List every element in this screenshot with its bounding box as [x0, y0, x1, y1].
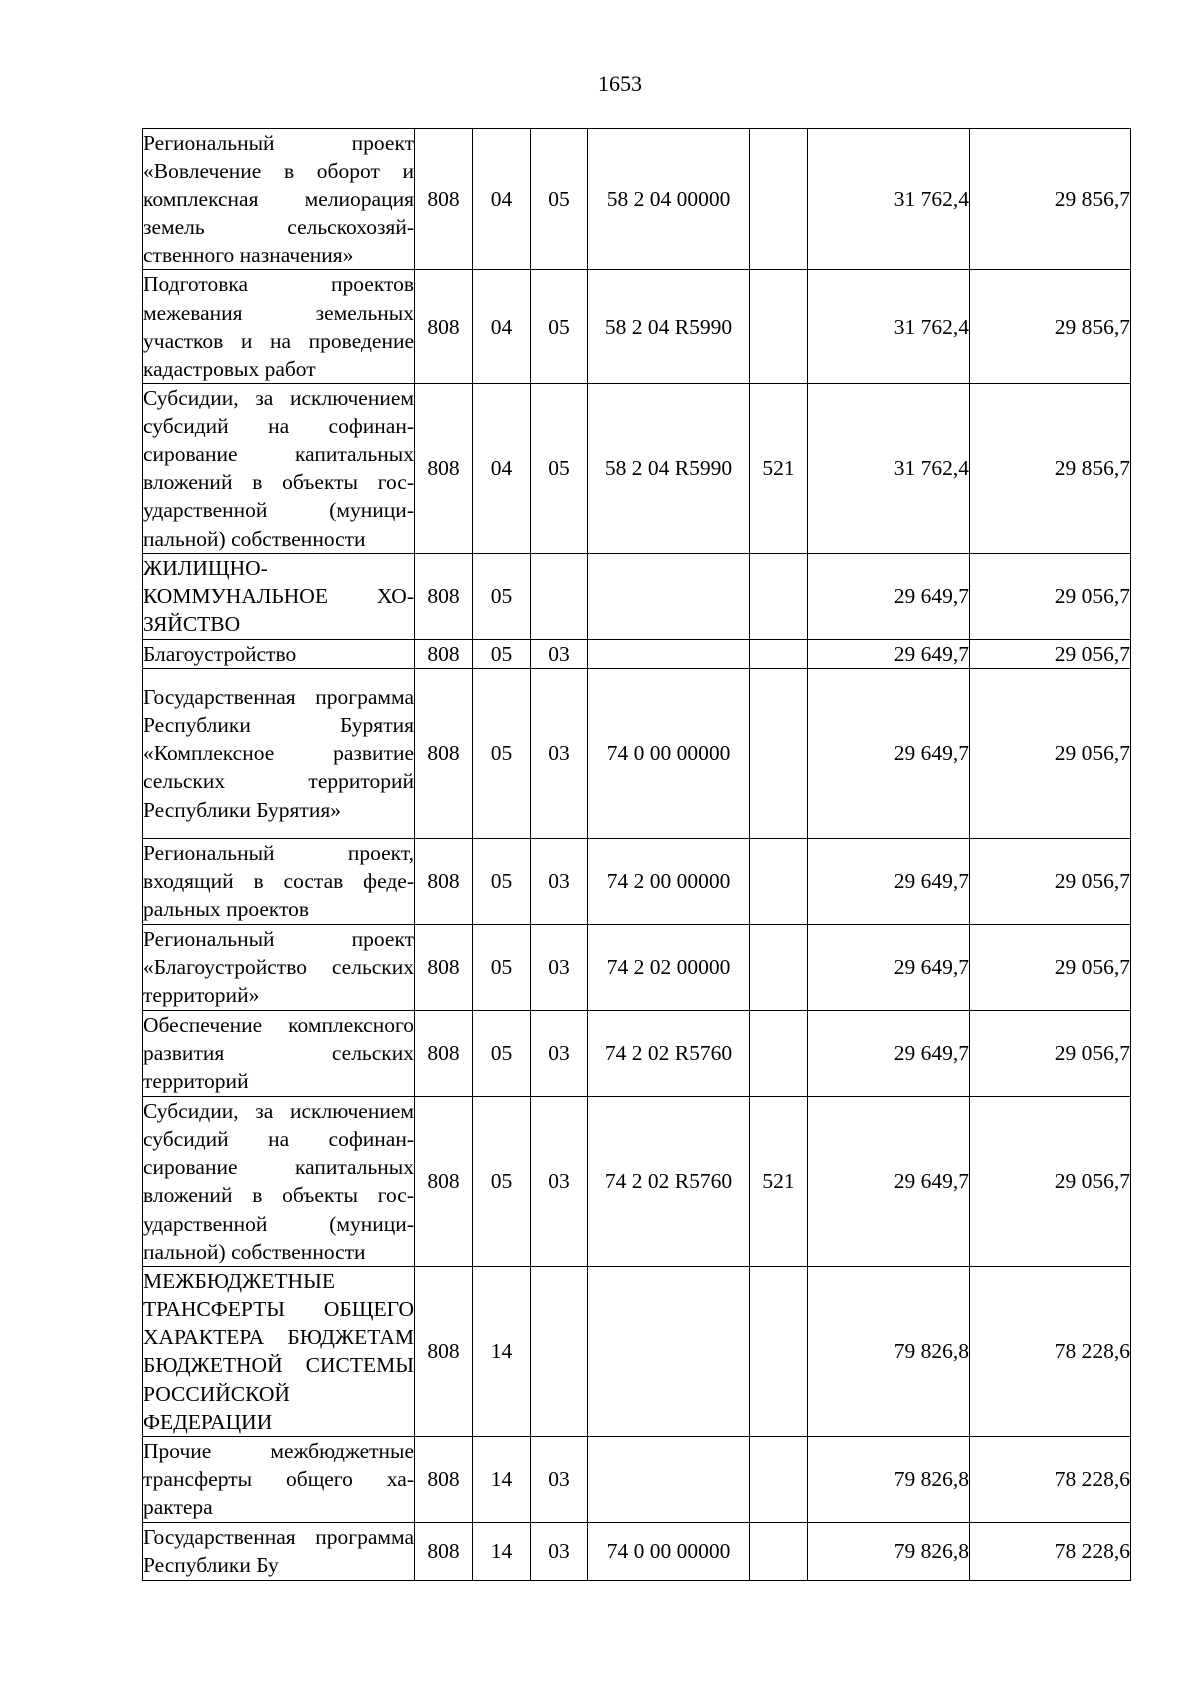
table-row [143, 1096, 1131, 1266]
expense-name-cell: Обеспечение комплексного развития сельских территорий [143, 1010, 415, 1096]
subsection-code-cell: 05 [531, 383, 588, 553]
amount-year2-cell: 29 056,7 [970, 553, 1131, 639]
section-code-cell: 05 [473, 553, 531, 639]
expense-type-cell [750, 639, 808, 668]
table-row [143, 838, 1131, 924]
expense-type-cell [750, 668, 808, 838]
target-article-cell [588, 1436, 750, 1522]
amount-year2-cell: 78 228,6 [970, 1266, 1131, 1436]
amount-year2-cell: 29 056,7 [970, 838, 1131, 924]
table-row [143, 1522, 1131, 1580]
section-code-cell: 05 [473, 1010, 531, 1096]
subsection-code-cell: 03 [531, 1010, 588, 1096]
expense-name-cell: Государственная программа Республики Бурятия «Комплексное развитие сельских территорий Республики Бурятия» [143, 668, 415, 838]
amount-year2-cell: 29 056,7 [970, 668, 1131, 838]
target-article-cell: 74 0 00 00000 [588, 1522, 750, 1580]
target-article-cell: 74 2 00 00000 [588, 838, 750, 924]
table-row [143, 270, 1131, 383]
budget-table-body [143, 129, 1131, 1581]
table-row [143, 1436, 1131, 1522]
amount-year1-cell: 29 649,7 [808, 553, 970, 639]
department-code-cell: 808 [415, 1522, 473, 1580]
section-code-cell: 05 [473, 838, 531, 924]
amount-year1-cell: 29 649,7 [808, 1096, 970, 1266]
target-article-cell [588, 553, 750, 639]
expense-type-cell [750, 553, 808, 639]
department-code-cell: 808 [415, 383, 473, 553]
subsection-code-cell: 05 [531, 129, 588, 270]
target-article-cell: 74 2 02 R5760 [588, 1010, 750, 1096]
department-code-cell: 808 [415, 838, 473, 924]
section-code-cell: 05 [473, 1096, 531, 1266]
expense-type-cell [750, 1010, 808, 1096]
amount-year1-cell: 29 649,7 [808, 1010, 970, 1096]
subsection-code-cell: 05 [531, 270, 588, 383]
expense-name-cell: Государственная программа Республики Бу [143, 1522, 415, 1580]
target-article-cell: 74 0 00 00000 [588, 668, 750, 838]
expense-name-cell: Региональный проект «Благоустройство сельских территорий» [143, 924, 415, 1010]
expense-name-cell: Региональный проект, входящий в состав федеральных проектов [143, 838, 415, 924]
subsection-code-cell: 03 [531, 639, 588, 668]
table-row [143, 924, 1131, 1010]
table-row [143, 668, 1131, 838]
page-number: 1653 [598, 71, 642, 96]
section-code-cell: 05 [473, 639, 531, 668]
expense-name-cell: Субсидии, за исключением субсидий на софинансирование капитальных вложений в объекты государственной (муниципальной) собственности [143, 1096, 415, 1266]
subsection-code-cell [531, 1266, 588, 1436]
expense-type-cell [750, 1436, 808, 1522]
section-code-cell: 05 [473, 924, 531, 1010]
expense-type-cell [750, 270, 808, 383]
expense-type-cell: 521 [750, 1096, 808, 1266]
amount-year2-cell: 29 856,7 [970, 270, 1131, 383]
expense-type-cell [750, 838, 808, 924]
expense-name-cell: Прочие межбюджетные трансферты общего характера [143, 1436, 415, 1522]
table-row [143, 1266, 1131, 1436]
amount-year1-cell: 29 649,7 [808, 639, 970, 668]
subsection-code-cell [531, 553, 588, 639]
amount-year2-cell: 29 056,7 [970, 639, 1131, 668]
budget-table [142, 128, 1131, 1581]
department-code-cell: 808 [415, 270, 473, 383]
target-article-cell: 74 2 02 R5760 [588, 1096, 750, 1266]
amount-year2-cell: 29 856,7 [970, 383, 1131, 553]
section-code-cell: 04 [473, 383, 531, 553]
expense-name-cell: Региональный проект «Вовлечение в оборот и комплексная мелиорация земель сельскохозяйственного назначения» [143, 129, 415, 270]
amount-year1-cell: 29 649,7 [808, 838, 970, 924]
subsection-code-cell: 03 [531, 668, 588, 838]
amount-year1-cell: 31 762,4 [808, 270, 970, 383]
target-article-cell: 74 2 02 00000 [588, 924, 750, 1010]
amount-year2-cell: 29 056,7 [970, 1096, 1131, 1266]
department-code-cell: 808 [415, 639, 473, 668]
section-code-cell: 04 [473, 129, 531, 270]
expense-type-cell [750, 1266, 808, 1436]
expense-type-cell: 521 [750, 383, 808, 553]
section-code-cell: 04 [473, 270, 531, 383]
amount-year1-cell: 79 826,8 [808, 1436, 970, 1522]
expense-name-cell: МЕЖБЮДЖЕТНЫЕ ТРАНСФЕРТЫ ОБЩЕГО ХАРАКТЕРА БЮДЖЕТАМ БЮДЖЕТНОЙ СИСТЕМЫ РОССИЙСКОЙ ФЕДЕРАЦИИ [143, 1266, 415, 1436]
expense-name-cell: Подготовка проектов межевания земельных участков и на проведение кадастровых работ [143, 270, 415, 383]
amount-year2-cell: 29 056,7 [970, 924, 1131, 1010]
department-code-cell: 808 [415, 1266, 473, 1436]
department-code-cell: 808 [415, 1010, 473, 1096]
department-code-cell: 808 [415, 924, 473, 1010]
expense-type-cell [750, 1522, 808, 1580]
expense-name-cell: Благоустройство [143, 639, 415, 668]
section-code-cell: 05 [473, 668, 531, 838]
expense-type-cell [750, 129, 808, 270]
subsection-code-cell: 03 [531, 838, 588, 924]
department-code-cell: 808 [415, 553, 473, 639]
section-code-cell: 14 [473, 1522, 531, 1580]
table-row [143, 553, 1131, 639]
department-code-cell: 808 [415, 668, 473, 838]
amount-year1-cell: 79 826,8 [808, 1266, 970, 1436]
department-code-cell: 808 [415, 1096, 473, 1266]
department-code-cell: 808 [415, 1436, 473, 1522]
section-code-cell: 14 [473, 1266, 531, 1436]
amount-year1-cell: 29 649,7 [808, 668, 970, 838]
table-row [143, 129, 1131, 270]
amount-year1-cell: 31 762,4 [808, 129, 970, 270]
amount-year2-cell: 29 856,7 [970, 129, 1131, 270]
table-row [143, 1010, 1131, 1096]
expense-name-cell: Субсидии, за исключением субсидий на софинансирование капитальных вложений в объекты государственной (муниципальной) собственности [143, 383, 415, 553]
target-article-cell [588, 639, 750, 668]
target-article-cell: 58 2 04 R5990 [588, 383, 750, 553]
table-row [143, 383, 1131, 553]
target-article-cell: 58 2 04 R5990 [588, 270, 750, 383]
target-article-cell [588, 1266, 750, 1436]
department-code-cell: 808 [415, 129, 473, 270]
amount-year1-cell: 31 762,4 [808, 383, 970, 553]
subsection-code-cell: 03 [531, 924, 588, 1010]
expense-name-cell: ЖИЛИЩНО-КОММУНАЛЬНОЕ ХОЗЯЙСТВО [143, 553, 415, 639]
amount-year2-cell: 29 056,7 [970, 1010, 1131, 1096]
table-row [143, 639, 1131, 668]
subsection-code-cell: 03 [531, 1436, 588, 1522]
target-article-cell: 58 2 04 00000 [588, 129, 750, 270]
subsection-code-cell: 03 [531, 1522, 588, 1580]
amount-year1-cell: 29 649,7 [808, 924, 970, 1010]
section-code-cell: 14 [473, 1436, 531, 1522]
subsection-code-cell: 03 [531, 1096, 588, 1266]
amount-year1-cell: 79 826,8 [808, 1522, 970, 1580]
expense-type-cell [750, 924, 808, 1010]
amount-year2-cell: 78 228,6 [970, 1522, 1131, 1580]
amount-year2-cell: 78 228,6 [970, 1436, 1131, 1522]
